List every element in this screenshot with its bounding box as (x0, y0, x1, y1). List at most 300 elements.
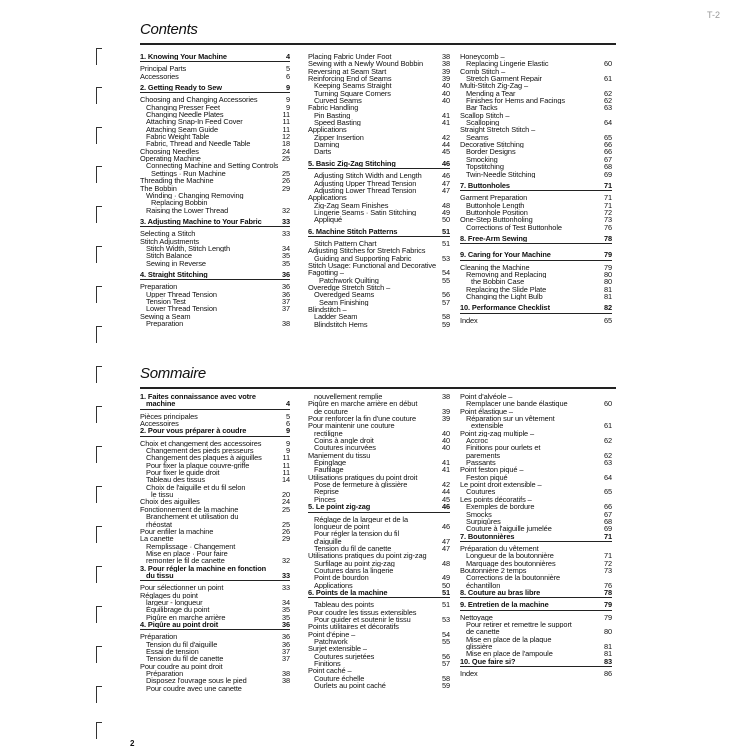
toc-entry-title: Point zig-zag multiple – (460, 429, 535, 438)
toc-entry (140, 199, 290, 206)
toc-entry-title: Zig-Zag Seam Finishes (314, 201, 389, 209)
toc-entry (308, 90, 450, 97)
toc-entry (460, 408, 612, 415)
toc-entry-page: 14 (281, 476, 290, 484)
toc-entry-page: 71 (603, 201, 612, 209)
toc-entry (308, 277, 450, 284)
toc-entry-title: Pose de fermeture à glissière (314, 481, 408, 489)
toc-entry-page: 38 (441, 53, 450, 61)
toc-entry-title: Longueur de la boutonnière (466, 552, 554, 560)
toc-entry-title: 5. Basic Zig-Zag Stitching (308, 159, 396, 168)
toc-entry-title: Reversing at Seam Start (308, 67, 387, 76)
toc-entry-title: Disposez l'ouvrage sous le pied (146, 677, 247, 685)
toc-entry-title: échantillon (466, 581, 501, 589)
toc-entry-page: 11 (282, 111, 290, 119)
toc-entry (308, 180, 450, 187)
toc-entry-page: 40 (441, 429, 450, 438)
toc-entry-page: 42 (441, 133, 450, 142)
toc-entry (460, 293, 612, 300)
toc-entry-title: Utilisations pratiques du point droit (308, 473, 418, 482)
toc-entry (460, 317, 612, 324)
toc-entry-title: 10. Performance Checklist (460, 304, 550, 312)
toc-entry-title: Threading the Machine (140, 177, 214, 185)
toc-entry-title: Reinforcing End of Seams (308, 75, 392, 83)
toc-entry-page: 59 (441, 682, 450, 690)
toc-entry-title: Smocking (466, 155, 498, 164)
toc-entry-title: Stitch Usage: Functional and Decorative (308, 261, 436, 270)
toc-entry (460, 574, 612, 581)
toc-entry-title: Points utilitaires et décoratifs (308, 623, 399, 631)
toc-entry (308, 216, 450, 223)
toc-entry (308, 269, 450, 276)
toc-entry-title: Coutures incurvées (314, 444, 376, 452)
toc-entry-title: Overedge Stretch Stitch – (308, 283, 391, 292)
toc-entry (460, 628, 612, 635)
toc-entry-page: 45 (441, 148, 450, 156)
toc-entry-title: Tension du fil de canette (146, 655, 224, 663)
toc-entry (140, 592, 290, 599)
toc-entry-title: Operating Machine (140, 155, 201, 163)
toc-entry-page: 78 (603, 588, 612, 597)
toc-entry-title: Changing Needle Plates (146, 111, 224, 119)
toc-entry-title: Principal Parts (140, 65, 187, 73)
toc-entry-page: 46 (441, 172, 450, 180)
toc-entry-title: Coutures dans la lingerie (314, 566, 394, 575)
toc-entry-title: Adjusting Lower Thread Tension (314, 186, 417, 195)
toc-entry (460, 511, 612, 518)
toc-entry (460, 82, 612, 89)
toc-entry-title: 9. Entretien de la machine (460, 601, 549, 609)
toc-entry-page: 71 (603, 194, 612, 202)
toc-entry-title: 8. Couture au bras libre (460, 588, 541, 597)
toc-entry-page: 44 (441, 488, 450, 496)
toc-entry-page: 81 (603, 643, 612, 651)
toc-entry-title: The Bobbin (140, 184, 177, 192)
toc-entry (308, 466, 450, 473)
toc-entry (308, 444, 450, 451)
toc-entry (140, 185, 290, 192)
toc-section-heading (460, 182, 612, 191)
toc-section-heading (308, 228, 450, 237)
toc-entry-page: 4 (285, 53, 290, 61)
toc-entry (140, 462, 290, 469)
toc-entry-title: Le point droit extensible – (460, 481, 542, 489)
toc-entry (308, 299, 450, 306)
toc-entry-title: rectiligne (314, 429, 343, 438)
toc-entry-page: 80 (603, 278, 612, 286)
toc-entry (460, 552, 612, 559)
toc-section-heading (460, 235, 612, 244)
toc-entry-title: Corrections de la boutonnière (466, 574, 561, 582)
toc-entry-title: Pin Basting (314, 111, 351, 120)
toc-entry-title: Choosing and Changing Accessories (140, 96, 258, 104)
toc-entry-title: Straight Stretch Stitch – (460, 126, 536, 134)
toc-entry-page: 39 (441, 415, 450, 423)
toc-entry-title: Twin-Needle Stitching (466, 170, 536, 178)
toc-entry (308, 552, 450, 559)
toc-entry-title: Pour enfiler la machine (140, 527, 214, 536)
toc-entry-title: longueur de point (314, 522, 370, 531)
toc-entry-title: Point caché – (308, 667, 352, 675)
toc-entry-page: 33 (281, 230, 290, 238)
toc-entry (140, 498, 290, 505)
toc-section-heading (140, 427, 290, 436)
toc-entry-title: Speed Basting (314, 119, 361, 127)
toc-entry (140, 469, 290, 476)
toc-entry-title: Raising the Lower Thread (146, 206, 229, 214)
toc-entry-page: 38 (281, 320, 290, 328)
toc-entry-title: Applications (308, 126, 347, 134)
toc-entry-title: Settings · Run Machine (151, 169, 226, 178)
toc-entry-title: de couture (314, 407, 348, 416)
toc-entry-page: 35 (281, 606, 290, 614)
toc-entry-title: Finishes for Hems and Facings (466, 97, 565, 105)
toc-entry-page: 51 (441, 227, 450, 236)
toc-entry-page: 33 (281, 217, 290, 226)
toc-entry (140, 104, 290, 111)
toc-entry-page: 73 (603, 216, 612, 224)
toc-entry-title: Feston piqué (466, 473, 508, 482)
toc-entry-title: Applications (308, 194, 347, 202)
toc-entry-page: 57 (441, 660, 450, 668)
toc-entry-title: Replacing Bobbin (151, 199, 208, 207)
toc-entry-title: Applications (314, 581, 353, 589)
toc-entry-page: 25 (281, 520, 290, 528)
toc-entry-title: Upper Thread Tension (146, 290, 217, 298)
toc-entry (308, 408, 450, 415)
toc-entry-page: 54 (441, 630, 450, 638)
toc-entry-title: Finitions pour ourlets et (466, 444, 541, 452)
toc-entry (140, 606, 290, 613)
toc-entry (308, 240, 450, 247)
toc-entry-page: 71 (603, 181, 612, 190)
toc-entry (460, 650, 612, 657)
toc-entry-title: Selecting a Stitch (140, 230, 196, 238)
toc-entry-page: 79 (603, 263, 612, 271)
toc-entry-title: Winding · Changing Removing (146, 191, 244, 200)
toc-entry-title: Preparation (140, 283, 178, 291)
binder-hole-marker (96, 406, 102, 423)
toc-entry-title: Zipper Insertion (314, 133, 364, 142)
toc-section-heading (460, 251, 612, 260)
toc-entry (308, 474, 450, 481)
toc-entry-page: 36 (281, 270, 290, 279)
toc-entry (308, 430, 450, 437)
toc-entry (308, 616, 450, 623)
toc-entry-title: Tension du fil d'aiguille (146, 640, 218, 648)
toc-entry (140, 663, 290, 670)
toc-entry-page: 36 (281, 640, 290, 648)
toc-entry-title: remonter le fil de canette (146, 557, 225, 565)
toc-entry-page: 51 (441, 239, 450, 248)
toc-entry-title: largeur - longueur (146, 598, 203, 607)
toc-entry-page: 71 (603, 552, 612, 560)
toc-section-heading (460, 533, 612, 542)
toc-entry-title: 1. Faites connaissance avec votre (140, 393, 256, 401)
toc-entry-page: 40 (441, 82, 450, 90)
toc-entry-page: 41 (441, 466, 450, 474)
toc-entry-title: Remplissage · Changement (146, 542, 236, 550)
toc-entry-title: Darts (314, 148, 332, 156)
toc-entry (140, 557, 290, 564)
toc-entry-page: 32 (281, 206, 290, 214)
toc-entry-title: Pour fixer le guide droit (146, 469, 220, 477)
toc-entry-title: Coutures (466, 488, 496, 496)
toc-entry-title: Guiding and Supporting Fabric (314, 254, 412, 262)
toc-entry-title: Choix de l'aiguille et du fil selon (146, 483, 246, 492)
toc-entry (308, 682, 450, 689)
toc-entry (308, 202, 450, 209)
toc-entry-page: 60 (603, 60, 612, 68)
binder-hole-marker (96, 606, 102, 623)
toc-entry-title: 2. Pour vous préparer à coudre (140, 427, 247, 435)
toc-entry-title: Pour coudre au point droit (140, 662, 223, 671)
toc-entry-title: Smocks (466, 510, 492, 518)
toc-entry-page: 9 (285, 84, 290, 93)
toc-entry (308, 631, 450, 638)
toc-entry-page: 24 (281, 147, 290, 156)
toc-entry (308, 645, 450, 652)
toc-entry-page: 65 (603, 133, 612, 142)
toc-entry-title: rhéostat (146, 520, 172, 528)
toc-entry-page: 42 (441, 481, 450, 489)
toc-entry (308, 488, 450, 495)
toc-entry-title: Attaching Snap-In Feed Cover (146, 118, 243, 126)
toc-entry-title: Tableau des points (314, 601, 374, 609)
toc-entry (308, 638, 450, 645)
toc-entry (140, 565, 290, 572)
toc-entry-title: Topstitching (466, 163, 504, 171)
toc-entry (308, 675, 450, 682)
contents-column-3 (460, 53, 612, 324)
toc-entry-title: Fonctionnement de la machine (140, 505, 239, 514)
toc-entry-title: Sewing a Seam (140, 312, 191, 320)
toc-entry (140, 238, 290, 245)
toc-section-heading (308, 589, 450, 598)
toc-entry (460, 400, 612, 407)
binder-hole-marker (96, 206, 102, 223)
toc-entry-page: 83 (603, 657, 612, 666)
toc-entry (140, 599, 290, 606)
toc-entry-page: 81 (603, 285, 612, 293)
toc-entry-page: 9 (285, 439, 290, 448)
toc-entry-title: Les points décoratifs – (460, 495, 532, 504)
toc-entry-page: 51 (441, 601, 450, 609)
toc-entry-title: Pour coudre avec une canette (146, 684, 242, 693)
toc-entry (460, 560, 612, 567)
toc-entry (308, 141, 450, 148)
toc-section-heading (460, 589, 612, 598)
toc-entry-title: 3. Adjusting Machine to Your Fabric (140, 217, 262, 226)
toc-section-heading (140, 218, 290, 227)
toc-entry-page: 20 (281, 491, 290, 499)
toc-entry (140, 447, 290, 454)
toc-entry (308, 209, 450, 216)
toc-entry (140, 283, 290, 290)
toc-entry-page: 86 (603, 670, 612, 678)
toc-entry-page: 67 (603, 510, 612, 518)
toc-entry-page: 66 (603, 503, 612, 511)
toc-entry-title: Passants (466, 459, 496, 467)
toc-entry-title: Mending a Tear (466, 89, 516, 98)
toc-entry-title: Piqûre en marche arrière en début (308, 400, 418, 408)
toc-entry-page: 29 (281, 535, 290, 543)
toc-entry-title: Attaching Seam Guide (146, 125, 218, 134)
toc-entry-page: 39 (441, 75, 450, 83)
toc-entry-page: 63 (603, 459, 612, 467)
toc-entry-title: Réglage de la largeur et de la (314, 515, 408, 523)
toc-entry-title: the Bobbin Case (471, 278, 525, 286)
toc-entry-title: Blindstitch Hems (314, 320, 368, 329)
toc-entry-title: Changing Presser Feet (146, 103, 220, 112)
toc-entry-title: Index (460, 316, 478, 324)
toc-entry (460, 452, 612, 459)
toc-entry (140, 155, 290, 162)
toc-entry (308, 609, 450, 616)
toc-entry (460, 112, 612, 119)
toc-entry (460, 545, 612, 552)
toc-entry-page: 47 (441, 186, 450, 195)
toc-entry (140, 420, 290, 427)
toc-entry (460, 60, 612, 67)
toc-entry-page: 65 (603, 316, 612, 324)
toc-entry (460, 97, 612, 104)
toc-entry (140, 413, 290, 420)
toc-entry-title: Patchwork Quilting (319, 276, 379, 284)
toc-entry-page: 68 (603, 517, 612, 526)
toc-entry-page: 56 (441, 652, 450, 661)
toc-entry-page: 61 (603, 422, 612, 430)
toc-entry-title: Seams (466, 133, 489, 142)
toc-entry-title: Nettoyage (460, 613, 493, 621)
toc-entry-title: Maniement du tissu (308, 451, 371, 460)
toc-entry-title: Point d'épine – (308, 630, 356, 638)
toc-entry-page: 80 (603, 270, 612, 279)
toc-entry-title: Pour coudre les tissus extensibles (308, 608, 417, 616)
toc-entry-page: 38 (441, 60, 450, 68)
contents-title-rule (140, 43, 616, 45)
toc-entry-title: Cleaning the Machine (460, 263, 530, 271)
toc-entry-title: Pour fixer la plaque couvre-griffe (146, 461, 250, 470)
toc-entry (308, 104, 450, 111)
toc-entry (140, 177, 290, 184)
toc-entry-title: Adjusting Upper Thread Tension (314, 179, 417, 187)
toc-entry-page: 47 (441, 537, 450, 545)
toc-entry (308, 523, 450, 530)
toc-entry (308, 496, 450, 503)
toc-entry-page: 48 (441, 201, 450, 209)
toc-entry (460, 582, 612, 589)
toc-entry-page: 9 (285, 427, 290, 436)
toc-entry-title: Fabric Handling (308, 104, 359, 112)
toc-entry (460, 422, 612, 429)
binder-hole-marker (96, 286, 102, 303)
toc-entry-title: Comb Stitch – (460, 67, 506, 76)
toc-entry-page: 6 (285, 72, 290, 81)
toc-entry-title: Adjusting Stitch Width and Length (314, 172, 422, 180)
toc-entry (140, 521, 290, 528)
toc-entry (308, 291, 450, 298)
toc-entry-page: 11 (282, 454, 290, 462)
toc-entry (460, 496, 612, 503)
toc-entry (308, 68, 450, 75)
toc-entry-title: 4. Straight Stitching (140, 270, 208, 279)
toc-entry-title: 7. Buttonholes (460, 181, 510, 190)
toc-entry-page: 49 (441, 574, 450, 582)
toc-entry-title: Coutures surjetées (314, 652, 375, 661)
toc-entry-title: Turning Square Corners (314, 89, 391, 98)
toc-entry-page: 38 (281, 670, 290, 678)
toc-section-heading (460, 658, 612, 667)
toc-entry (308, 545, 450, 552)
toc-entry-page: 35 (281, 259, 290, 267)
toc-entry-title: Changement des plaques à aiguilles (146, 454, 262, 462)
toc-entry-page: 53 (441, 615, 450, 624)
toc-entry-title: 10. Que faire si? (460, 657, 516, 666)
toc-entry-title: Surjet extensible – (308, 645, 367, 653)
toc-entry (140, 126, 290, 133)
toc-entry-title: Point de bourdon (314, 574, 369, 582)
toc-entry (140, 484, 290, 491)
toc-entry-title: Finitions (314, 660, 341, 668)
toc-entry-page: 51 (441, 588, 450, 597)
toc-entry-page: 36 (281, 283, 290, 291)
toc-entry-title: 6. Machine Stitch Patterns (308, 227, 398, 235)
binder-hole-marker (96, 646, 102, 663)
toc-entry-title: Placing Fabric Under Foot (308, 53, 392, 61)
toc-entry-page: 65 (603, 488, 612, 496)
toc-entry (140, 148, 290, 155)
sommaire-column-2 (308, 393, 450, 689)
toc-entry (460, 224, 612, 231)
toc-entry-page: 32 (281, 557, 290, 565)
toc-entry-title: Réparation sur un vêtement (466, 415, 555, 423)
toc-entry (308, 653, 450, 660)
binder-hole-marker (96, 166, 102, 183)
toc-entry-title: nouvellement remplie (314, 393, 383, 401)
toc-entry (460, 503, 612, 510)
toc-entry (308, 400, 450, 407)
toc-entry-title: Garment Preparation (460, 194, 528, 202)
toc-entry-title: Pinces (314, 495, 336, 504)
toc-entry-title: du tissu (146, 571, 174, 580)
toc-entry-title: Faufilage (314, 466, 344, 474)
toc-entry (460, 68, 612, 75)
toc-entry (140, 170, 290, 177)
toc-section-heading (140, 53, 290, 62)
toc-entry-title: Changing the Light Bulb (466, 292, 543, 301)
toc-entry-page: 66 (603, 141, 612, 149)
toc-entry-page: 37 (281, 648, 290, 656)
toc-entry-title: Remplacer une bande élastique (466, 400, 568, 408)
toc-entry-page: 33 (281, 584, 290, 592)
toc-entry-page: 36 (281, 633, 290, 641)
toc-entry-page: 63 (603, 104, 612, 112)
toc-entry (140, 641, 290, 648)
toc-entry (308, 452, 450, 459)
toc-entry-title: Scallop Stitch – (460, 111, 510, 120)
toc-entry-page: 79 (603, 251, 612, 260)
toc-entry-title: parements (466, 451, 501, 460)
toc-entry-title: Utilisations pratiques du point zig-zag (308, 552, 427, 560)
toc-section-heading (140, 271, 290, 280)
toc-entry-title: Decorative Stitching (460, 141, 524, 149)
binder-hole-marker (96, 326, 102, 343)
toc-entry (460, 621, 612, 628)
toc-entry-page: 38 (281, 677, 290, 685)
toc-entry-page: 40 (441, 97, 450, 105)
toc-entry-page: 69 (603, 525, 612, 533)
